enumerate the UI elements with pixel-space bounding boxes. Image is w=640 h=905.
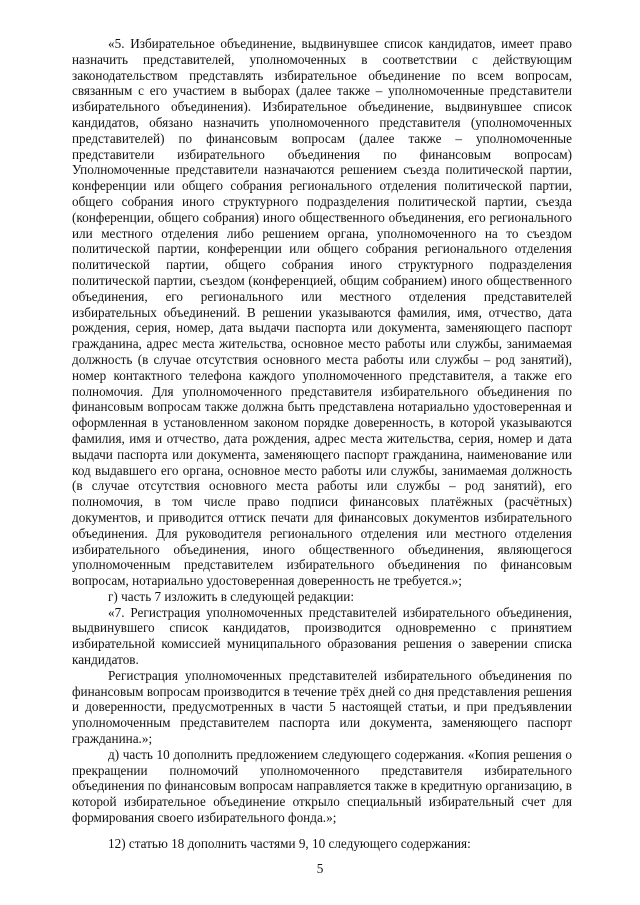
paragraph-part-7: «7. Регистрация уполномоченных представителей избирательного объединения, выдвинувшего список кандидатов, производится одновременно с принятием избирательной комиссией муниципального образования решения о заверении списка кандидатов. xyxy=(72,604,572,668)
paragraph-item-d: д) часть 10 дополнить предложением следующего содержания. «Копия решения о прекращении полномочий уполномоченного представителя избирательного объединения по финансовым вопросам направляется также в кредитную организацию, в которой избирательное объединение открыло специальный избирательный счет для формирования своего избирательного фонда.»; xyxy=(72,746,572,826)
page-number: 5 xyxy=(316,861,324,876)
paragraph-item-g: г) часть 7 изложить в следующей редакции: xyxy=(108,588,354,604)
document-body xyxy=(72,36,572,852)
paragraph-item-12: 12) статью 18 дополнить частями 9, 10 следующего содержания: xyxy=(108,835,471,851)
paragraph-registration-financial: Регистрация уполномоченных представителей избирательного объединения по финансовым вопросам производится в течение трёх дней со дня представления решения и доверенности, предусмотренных в части 5 настоящей статьи, и при предъявлении уполномоченным представителем паспорта или документа, заменяющего паспорт гражданина.»; xyxy=(72,667,572,747)
paragraph-part-5: «5. Избирательное объединение, выдвинувшее список кандидатов, имеет право назначить представителей, уполномоченных в соответствии с действующим законодательством представлять избирательное объединение по всем вопросам, связанным с его участием в выборах (далее также – уполномоченные представители избирательного объединения). Избирательное объединение, выдвинувшее список кандидатов, обязано назначить уполномоченного представителя (уполномоченных представителей) по финансовым вопросам (далее также – уполномоченные представители избирательного объединения по финансовым вопросам) Уполномоченные представители назначаются решением съезда политической партии, конференции или общего собрания регионального отделения политической партии, общего собрания иного структурного подразделения политической партии, съезда (конференции, общего собрания) иного общественного объединения, его регионального или местного отделения либо решением органа, уполномоченного на то съездом политической партии, конференции или общего собрания регионального отделения политической партии, общего собрания иного структурного подразделения политической партии, съездом (конференцией, общим собранием) иного общественного объединения, его регионального или местного отделения представителей избирательных объединений. В решении указываются фамилия, имя, отчество, дата рождения, серия, номер, дата выдачи паспорта или документа, заменяющего паспорт гражданина, адрес места жительства, основное место работы или службы, занимаемая должность (в случае отсутствия основного места работы или службы – род занятий), номер контактного телефона каждого уполномоченного представителя, а также его полномочия. Для уполномоченного представителя избирательного объединения по финансовым вопросам также должна быть представлена нотариально удостоверенная и оформленная в установленном законом порядке доверенность, в которой указываются фамилия, имя и отчество, дата рождения, адрес места жительства, серия, номер и дата выдачи паспорта или документа, заменяющего паспорт гражданина, наименование или код выдавшего его органа, основное место работы или службы, занимаемая должность (в случае отсутствия основного места работы или службы – род занятий), его полномочия, в том числе право подписи финансовых платёжных (расчётных) документов, и приводится оттиск печати для финансовых документов избирательного объединения. Для руководителя регионального отделения или местного отделения избирательного объединения, иного общественного объединения, являющегося уполномоченным представителем избирательного объединения по финансовым вопросам, нотариально удостоверенная доверенность не требуется.»; xyxy=(72,36,572,589)
